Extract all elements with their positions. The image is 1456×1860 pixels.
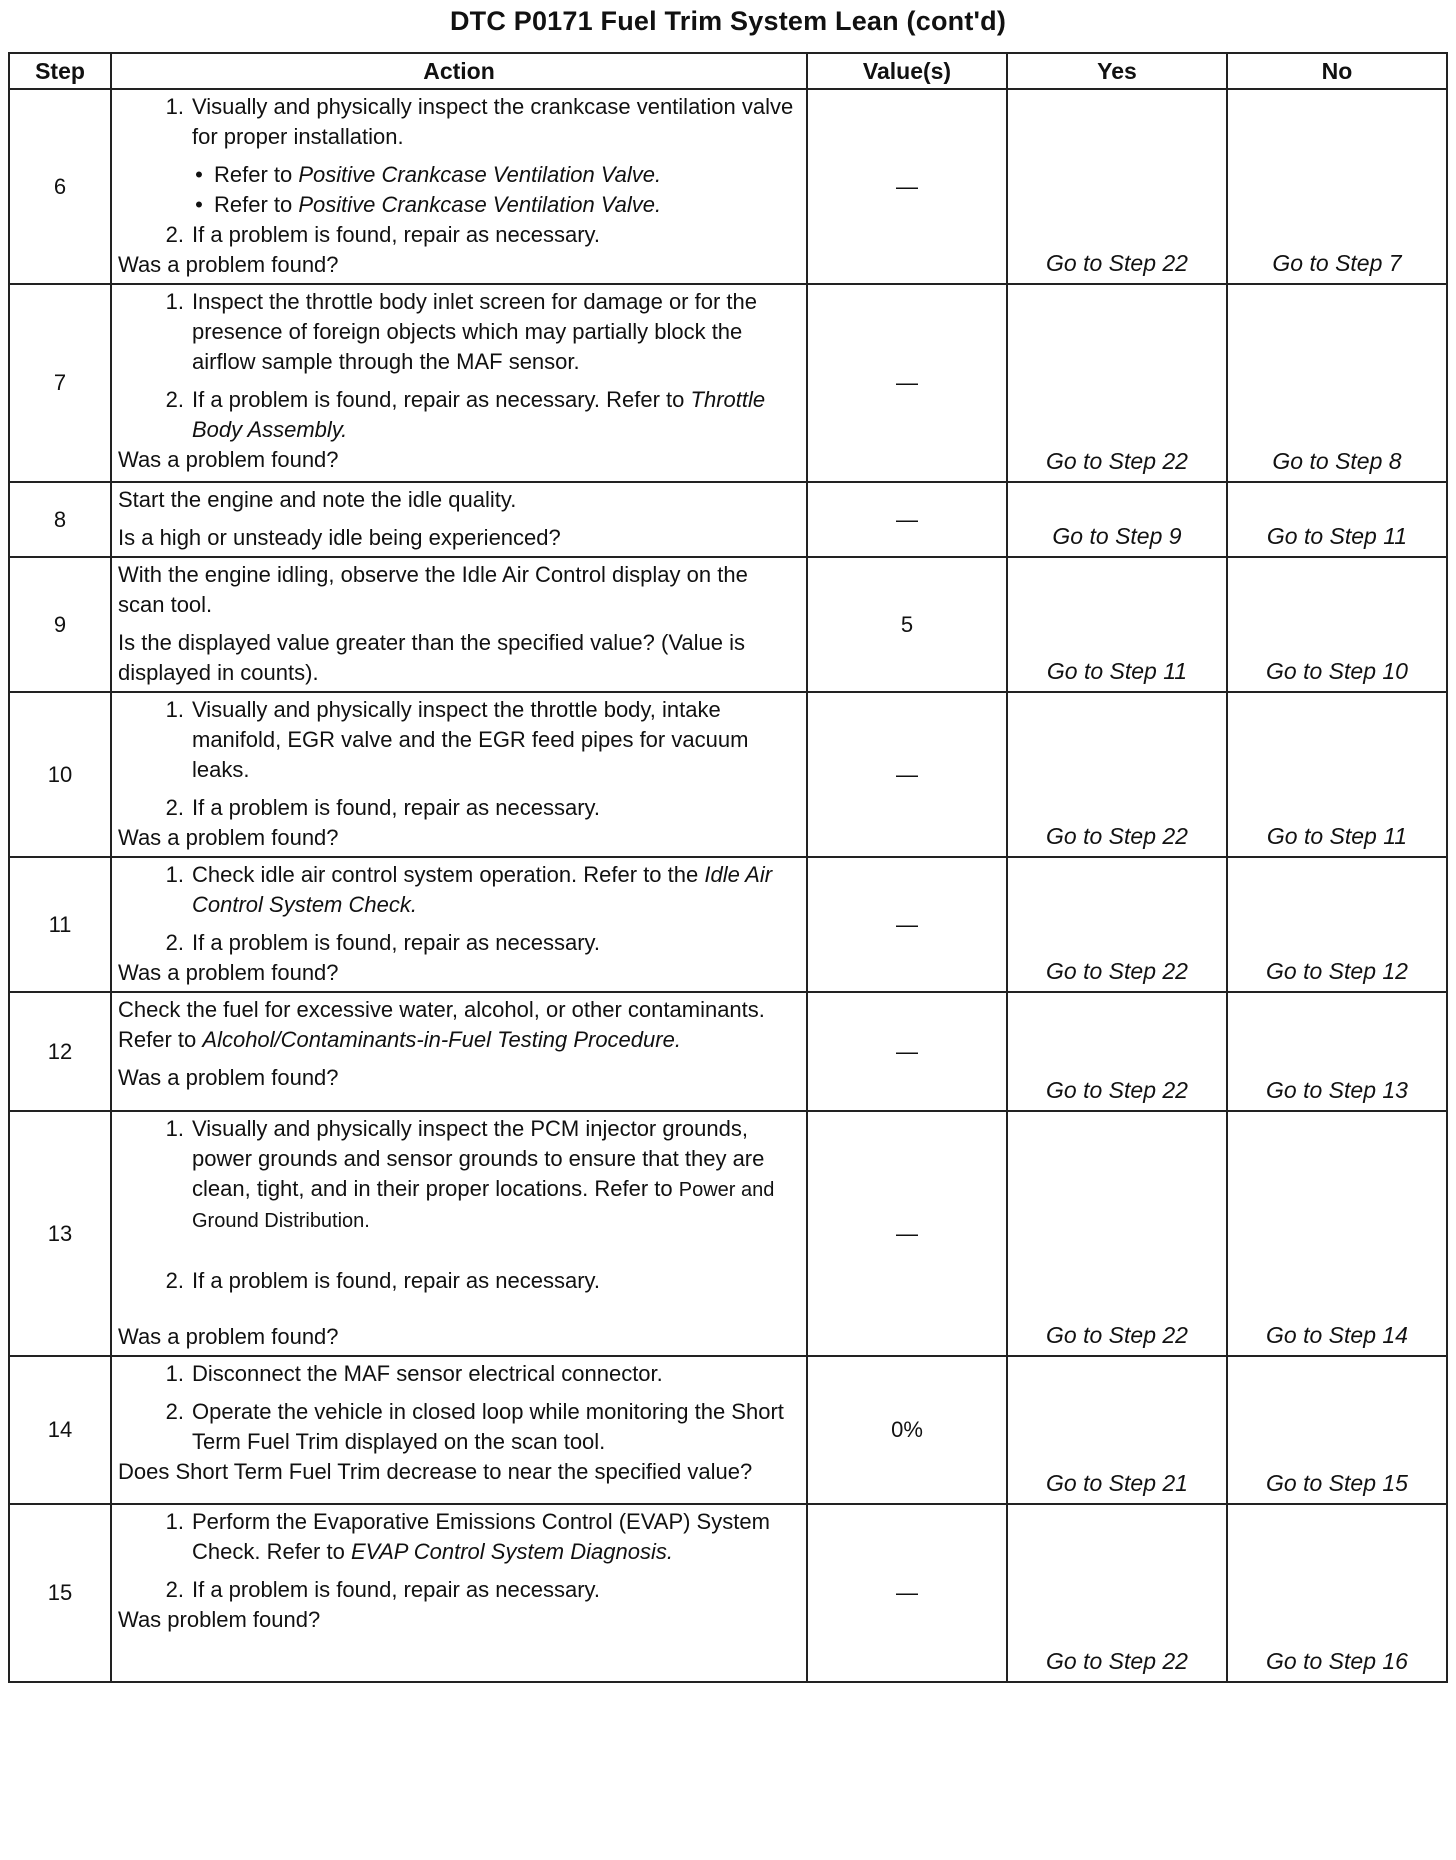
header-step: Step — [9, 53, 111, 89]
value-cell: — — [807, 1504, 1007, 1682]
reference-link-text: Positive Crankcase Ventilation Valve. — [298, 162, 662, 187]
value-cell: — — [807, 1111, 1007, 1356]
item-text: Perform the Evaporative Emissions Control (EVAP) System Check. Refer to — [192, 1509, 770, 1564]
yes-cell: Go to Step 22 — [1007, 692, 1227, 857]
item-number: 2. — [165, 1577, 184, 1602]
value-cell: — — [807, 857, 1007, 992]
item-text: Disconnect the MAF sensor electrical connector. — [192, 1361, 663, 1386]
value-cell: — — [807, 692, 1007, 857]
step-number: 7 — [9, 284, 111, 482]
yes-cell: Go to Step 22 — [1007, 89, 1227, 284]
item-text: If a problem is found, repair as necessary. — [192, 930, 601, 955]
action-line: Start the engine and note the idle quality. — [118, 487, 517, 512]
item-number: 1. — [165, 697, 184, 722]
yes-cell: Go to Step 22 — [1007, 992, 1227, 1111]
item-text: If a problem is found, repair as necessary. Refer to — [192, 387, 685, 412]
question-text: Was a problem found? — [118, 1324, 339, 1349]
step-number: 10 — [9, 692, 111, 857]
step-number: 12 — [9, 992, 111, 1111]
item-text: If a problem is found, repair as necessary. — [192, 1268, 601, 1293]
item-number: 2. — [165, 1399, 184, 1424]
no-cell: Go to Step 15 — [1227, 1356, 1447, 1504]
item-number: 1. — [165, 1116, 184, 1141]
item-number: 1. — [165, 1509, 184, 1534]
item-number: 2. — [165, 930, 184, 955]
yes-cell: Go to Step 9 — [1007, 482, 1227, 557]
question-text: Is a high or unsteady idle being experienced? — [118, 525, 561, 550]
question-text: Does Short Term Fuel Trim decrease to near the specified value? — [118, 1459, 753, 1484]
item-number: 2. — [165, 795, 184, 820]
yes-cell: Go to Step 22 — [1007, 284, 1227, 482]
yes-cell: Go to Step 21 — [1007, 1356, 1227, 1504]
yes-cell: Go to Step 22 — [1007, 857, 1227, 992]
action-cell — [111, 692, 807, 857]
question-text: Was a problem found? — [118, 447, 339, 472]
table-row-step-9 — [9, 557, 1447, 692]
question-text: Was a problem found? — [118, 1065, 339, 1090]
action-cell — [111, 482, 807, 557]
value-cell: — — [807, 89, 1007, 284]
value-cell: — — [807, 482, 1007, 557]
question-text: Was a problem found? — [118, 825, 339, 850]
item-number: 2. — [165, 222, 184, 247]
action-cell — [111, 89, 807, 284]
reference-link-text: EVAP Control System Diagnosis. — [350, 1539, 673, 1564]
reference-link-text: Alcohol/Contaminants-in-Fuel Testing Procedure. — [202, 1027, 681, 1052]
item-number: 2. — [165, 387, 184, 412]
value-cell: — — [807, 284, 1007, 482]
step-number: 13 — [9, 1111, 111, 1356]
table-row-step-14 — [9, 1356, 1447, 1504]
item-text: If a problem is found, repair as necessary. — [192, 1577, 601, 1602]
no-cell: Go to Step 11 — [1227, 482, 1447, 557]
no-cell: Go to Step 12 — [1227, 857, 1447, 992]
header-values: Value(s) — [807, 53, 1007, 89]
table-row-step-8 — [9, 482, 1447, 557]
reference-link-text: Positive Crankcase Ventilation Valve. — [298, 192, 662, 217]
no-cell: Go to Step 10 — [1227, 557, 1447, 692]
bullet-icon: • — [195, 162, 203, 187]
question-text: Is the displayed value greater than the specified value? (Value is displayed in counts). — [118, 630, 745, 685]
action-cell — [111, 284, 807, 482]
no-cell: Go to Step 13 — [1227, 992, 1447, 1111]
table-row-step-6 — [9, 89, 1447, 284]
item-text: Inspect the throttle body inlet screen for damage or for the presence of foreign objects which may partially block the airflow sample through the MAF sensor. — [192, 289, 757, 374]
yes-cell: Go to Step 22 — [1007, 1111, 1227, 1356]
item-number: 1. — [165, 862, 184, 887]
yes-cell: Go to Step 22 — [1007, 1504, 1227, 1682]
diagnostic-table — [8, 52, 1448, 1683]
item-number: 2. — [165, 1268, 184, 1293]
table-row-step-15 — [9, 1504, 1447, 1682]
question-text: Was problem found? — [118, 1607, 321, 1632]
bullet-text: Refer to Positive Crankcase Ventilation Valve. — [214, 192, 662, 217]
reference-link-text: Idle Air Control System Check. — [192, 862, 773, 917]
no-cell: Go to Step 8 — [1227, 284, 1447, 482]
action-cell — [111, 557, 807, 692]
item-number: 1. — [165, 1361, 184, 1386]
header-action: Action — [111, 53, 807, 89]
table-row-step-7 — [9, 284, 1447, 482]
action-cell — [111, 857, 807, 992]
step-number: 14 — [9, 1356, 111, 1504]
action-line: Check the fuel for excessive water, alcohol, or other contaminants. Refer to — [118, 997, 765, 1052]
item-text: If a problem is found, repair as necessary. — [192, 795, 601, 820]
bullet-icon: • — [195, 192, 203, 217]
yes-cell: Go to Step 11 — [1007, 557, 1227, 692]
reference-link-text: Throttle Body Assembly. — [192, 387, 766, 442]
table-row-step-13 — [9, 1111, 1447, 1356]
action-line: With the engine idling, observe the Idle Air Control display on the scan tool. — [118, 562, 748, 617]
header-row — [9, 53, 1447, 89]
step-number: 11 — [9, 857, 111, 992]
item-text: Visually and physically inspect the throttle body, intake manifold, EGR valve and the EGR feed pipes for vacuum leaks. — [192, 697, 749, 782]
bullet-text: Refer to Positive Crankcase Ventilation Valve. — [214, 162, 662, 187]
item-number: 1. — [165, 94, 184, 119]
item-text: If a problem is found, repair as necessary. — [192, 222, 601, 247]
no-cell: Go to Step 11 — [1227, 692, 1447, 857]
step-number: 8 — [9, 482, 111, 557]
action-cell — [111, 1504, 807, 1682]
question-text: Was a problem found? — [118, 252, 339, 277]
no-cell: Go to Step 14 — [1227, 1111, 1447, 1356]
item-text: Visually and physically inspect the PCM injector grounds, power grounds and sensor grounds to ensure that they are clean, tight, and in their proper locations. Refer to — [192, 1116, 765, 1201]
item-number: 1. — [165, 289, 184, 314]
value-cell: 0% — [807, 1356, 1007, 1504]
value-cell: — — [807, 992, 1007, 1111]
value-cell: 5 — [807, 557, 1007, 692]
question-text: Was a problem found? — [118, 960, 339, 985]
no-cell: Go to Step 7 — [1227, 89, 1447, 284]
table-row-step-12 — [9, 992, 1447, 1111]
table-row-step-11 — [9, 857, 1447, 992]
step-number: 6 — [9, 89, 111, 284]
reference-text: Power and Ground Distribution. — [192, 1179, 775, 1232]
item-text: Check idle air control system operation. Refer to the — [192, 862, 699, 887]
step-number: 15 — [9, 1504, 111, 1682]
item-text: Operate the vehicle in closed loop while monitoring the Short Term Fuel Trim displayed on the scan tool. — [192, 1399, 784, 1454]
action-cell — [111, 1356, 807, 1504]
header-yes: Yes — [1007, 53, 1227, 89]
action-cell — [111, 1111, 807, 1356]
table-row-step-10 — [9, 692, 1447, 857]
no-cell: Go to Step 16 — [1227, 1504, 1447, 1682]
step-number: 9 — [9, 557, 111, 692]
action-cell — [111, 992, 807, 1111]
page-title: DTC P0171 Fuel Trim System Lean (cont'd) — [449, 6, 1007, 36]
header-no: No — [1227, 53, 1447, 89]
item-text: Visually and physically inspect the crankcase ventilation valve for proper installation. — [192, 94, 794, 149]
